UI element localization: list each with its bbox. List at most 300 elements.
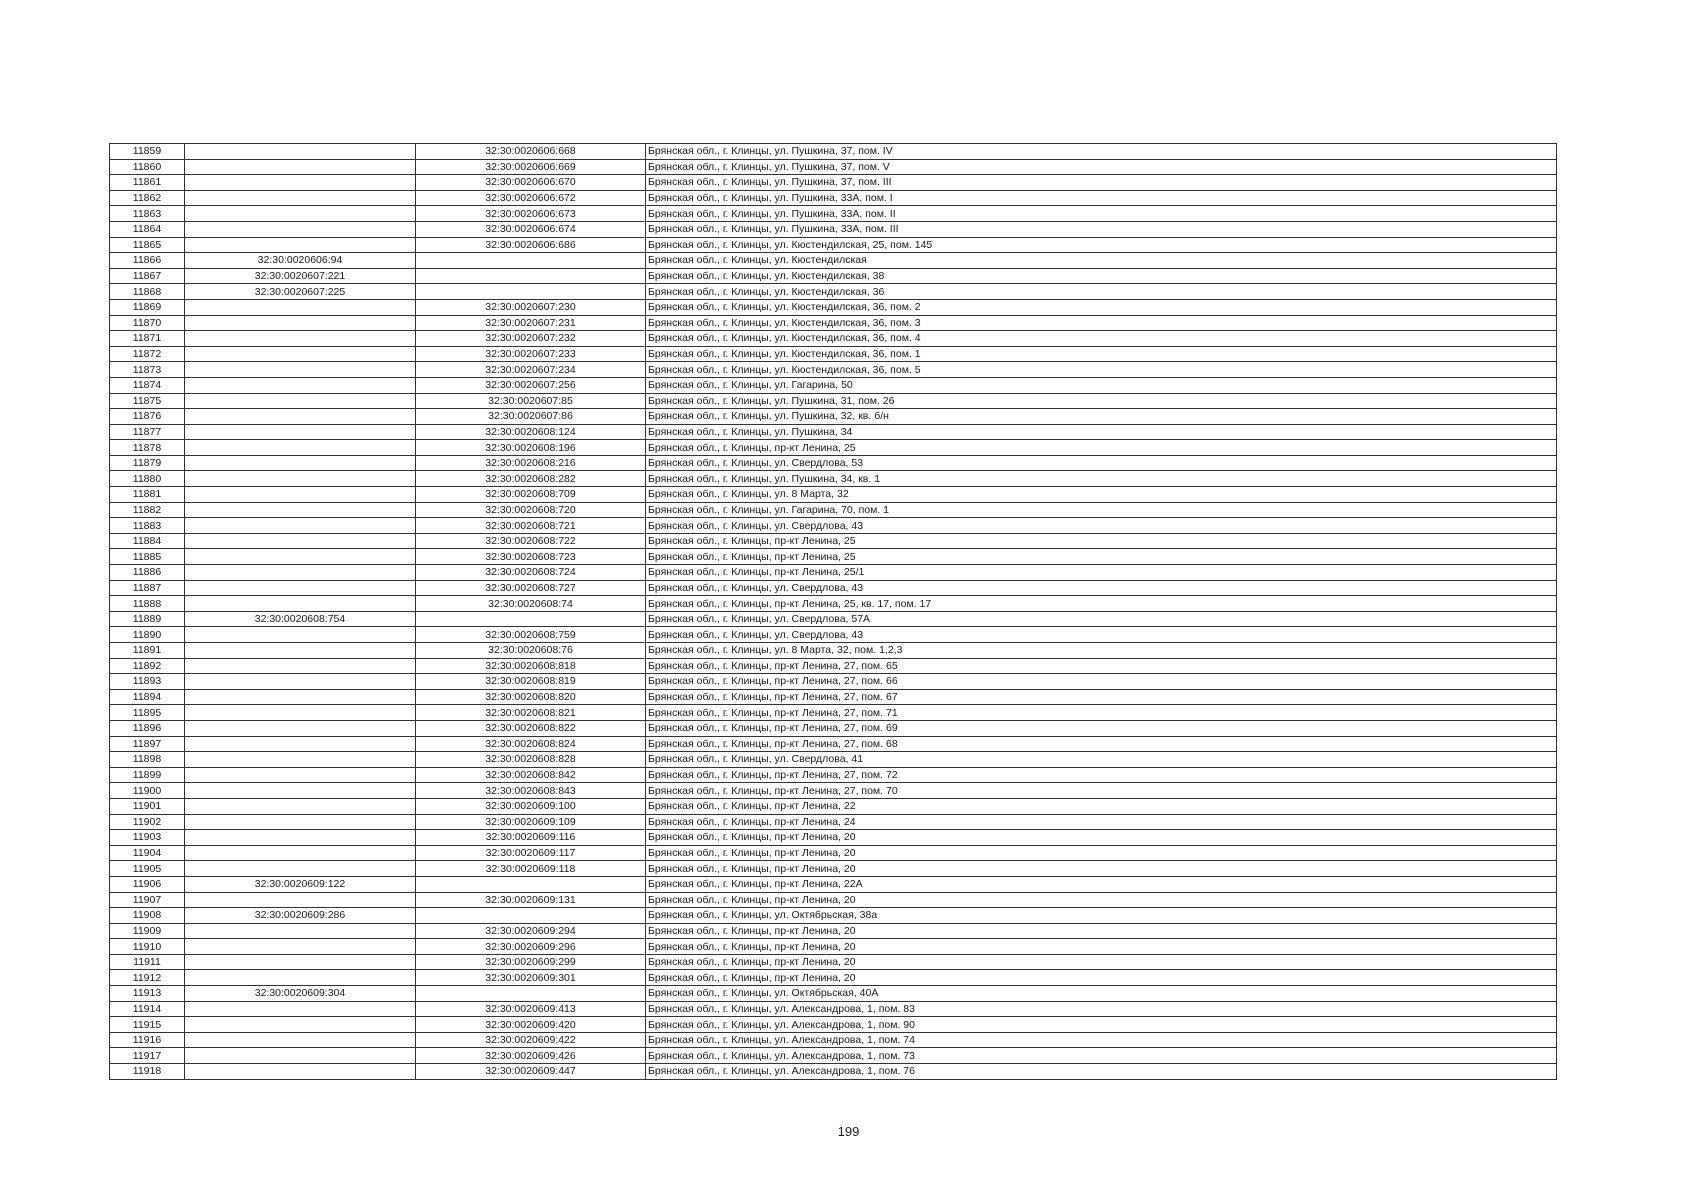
land-cadastral-number-cell [185, 471, 416, 487]
row-number-cell: 11870 [110, 315, 185, 331]
object-cadastral-number-cell [416, 908, 646, 924]
row-number-cell: 11883 [110, 518, 185, 534]
object-cadastral-number-cell: 32:30:0020606:669 [416, 159, 646, 175]
table-row [110, 643, 1557, 659]
land-cadastral-number-cell [185, 190, 416, 206]
address-cell: Брянская обл., г. Клинцы, ул. Пушкина, 34, кв. 1 [646, 471, 1557, 487]
table-row [110, 409, 1557, 425]
row-number-cell: 11864 [110, 221, 185, 237]
registry-table-body [110, 144, 1557, 1080]
row-number-cell: 11893 [110, 674, 185, 690]
address-cell: Брянская обл., г. Клинцы, ул. Кюстендилская, 36, пом. 4 [646, 331, 1557, 347]
address-cell: Брянская обл., г. Клинцы, ул. Кюстендилская, 36, пом. 5 [646, 362, 1557, 378]
table-row [110, 720, 1557, 736]
object-cadastral-number-cell: 32:30:0020608:720 [416, 502, 646, 518]
address-cell: Брянская обл., г. Клинцы, пр-кт Ленина, 25 [646, 549, 1557, 565]
object-cadastral-number-cell: 32:30:0020606:670 [416, 175, 646, 191]
address-cell: Брянская обл., г. Клинцы, ул. Пушкина, 37, пом. V [646, 159, 1557, 175]
table-row [110, 814, 1557, 830]
row-number-cell: 11874 [110, 377, 185, 393]
page-number: 199 [837, 1124, 860, 1139]
land-cadastral-number-cell [185, 518, 416, 534]
land-cadastral-number-cell: 32:30:0020607:225 [185, 284, 416, 300]
land-cadastral-number-cell [185, 315, 416, 331]
object-cadastral-number-cell: 32:30:0020607:233 [416, 346, 646, 362]
object-cadastral-number-cell: 32:30:0020608:842 [416, 767, 646, 783]
object-cadastral-number-cell: 32:30:0020608:828 [416, 752, 646, 768]
object-cadastral-number-cell: 32:30:0020609:117 [416, 845, 646, 861]
table-row [110, 767, 1557, 783]
land-cadastral-number-cell [185, 674, 416, 690]
row-number-cell: 11918 [110, 1064, 185, 1080]
address-cell: Брянская обл., г. Клинцы, ул. Александрова, 1, пом. 74 [646, 1032, 1557, 1048]
address-cell: Брянская обл., г. Клинцы, ул. Октябрьская, 40А [646, 986, 1557, 1002]
table-row [110, 658, 1557, 674]
table-row [110, 190, 1557, 206]
row-number-cell: 11861 [110, 175, 185, 191]
object-cadastral-number-cell: 32:30:0020608:709 [416, 487, 646, 503]
land-cadastral-number-cell [185, 752, 416, 768]
table-row [110, 954, 1557, 970]
address-cell: Брянская обл., г. Клинцы, пр-кт Ленина, 20 [646, 939, 1557, 955]
table-row [110, 1017, 1557, 1033]
object-cadastral-number-cell: 32:30:0020606:686 [416, 237, 646, 253]
land-cadastral-number-cell [185, 144, 416, 160]
table-row [110, 299, 1557, 315]
land-cadastral-number-cell [185, 362, 416, 378]
land-cadastral-number-cell: 32:30:0020607:221 [185, 268, 416, 284]
row-number-cell: 11896 [110, 720, 185, 736]
row-number-cell: 11880 [110, 471, 185, 487]
table-row [110, 424, 1557, 440]
address-cell: Брянская обл., г. Клинцы, ул. Кюстендилская, 36, пом. 3 [646, 315, 1557, 331]
table-row [110, 908, 1557, 924]
land-cadastral-number-cell [185, 565, 416, 581]
row-number-cell: 11902 [110, 814, 185, 830]
land-cadastral-number-cell [185, 1048, 416, 1064]
object-cadastral-number-cell: 32:30:0020607:230 [416, 299, 646, 315]
land-cadastral-number-cell [185, 861, 416, 877]
land-cadastral-number-cell [185, 720, 416, 736]
land-cadastral-number-cell [185, 1001, 416, 1017]
land-cadastral-number-cell [185, 798, 416, 814]
object-cadastral-number-cell: 32:30:0020608:818 [416, 658, 646, 674]
row-number-cell: 11881 [110, 487, 185, 503]
address-cell: Брянская обл., г. Клинцы, ул. Пушкина, 33А, пом. I [646, 190, 1557, 206]
address-cell: Брянская обл., г. Клинцы, пр-кт Ленина, 27, пом. 69 [646, 720, 1557, 736]
row-number-cell: 11894 [110, 689, 185, 705]
row-number-cell: 11884 [110, 533, 185, 549]
row-number-cell: 11914 [110, 1001, 185, 1017]
address-cell: Брянская обл., г. Клинцы, пр-кт Ленина, 20 [646, 830, 1557, 846]
row-number-cell: 11875 [110, 393, 185, 409]
row-number-cell: 11905 [110, 861, 185, 877]
address-cell: Брянская обл., г. Клинцы, ул. Кюстендилская, 36, пом. 1 [646, 346, 1557, 362]
object-cadastral-number-cell [416, 611, 646, 627]
table-row [110, 393, 1557, 409]
object-cadastral-number-cell: 32:30:0020608:196 [416, 440, 646, 456]
table-row [110, 362, 1557, 378]
table-row [110, 736, 1557, 752]
table-row [110, 159, 1557, 175]
land-cadastral-number-cell [185, 221, 416, 237]
land-cadastral-number-cell: 32:30:0020608:754 [185, 611, 416, 627]
object-cadastral-number-cell: 32:30:0020608:822 [416, 720, 646, 736]
object-cadastral-number-cell: 32:30:0020609:413 [416, 1001, 646, 1017]
table-row [110, 798, 1557, 814]
address-cell: Брянская обл., г. Клинцы, пр-кт Ленина, 20 [646, 954, 1557, 970]
object-cadastral-number-cell: 32:30:0020609:131 [416, 892, 646, 908]
object-cadastral-number-cell [416, 986, 646, 1002]
row-number-cell: 11904 [110, 845, 185, 861]
row-number-cell: 11915 [110, 1017, 185, 1033]
table-row [110, 549, 1557, 565]
address-cell: Брянская обл., г. Клинцы, пр-кт Ленина, 20 [646, 861, 1557, 877]
land-cadastral-number-cell [185, 814, 416, 830]
land-cadastral-number-cell [185, 643, 416, 659]
object-cadastral-number-cell: 32:30:0020607:231 [416, 315, 646, 331]
object-cadastral-number-cell: 32:30:0020608:843 [416, 783, 646, 799]
address-cell: Брянская обл., г. Клинцы, пр-кт Ленина, 27, пом. 72 [646, 767, 1557, 783]
object-cadastral-number-cell: 32:30:0020609:426 [416, 1048, 646, 1064]
address-cell: Брянская обл., г. Клинцы, пр-кт Ленина, 25 [646, 533, 1557, 549]
object-cadastral-number-cell: 32:30:0020609:296 [416, 939, 646, 955]
address-cell: Брянская обл., г. Клинцы, ул. Свердлова, 43 [646, 518, 1557, 534]
address-cell: Брянская обл., г. Клинцы, пр-кт Ленина, 24 [646, 814, 1557, 830]
address-cell: Брянская обл., г. Клинцы, пр-кт Ленина, 25/1 [646, 565, 1557, 581]
address-cell: Брянская обл., г. Клинцы, пр-кт Ленина, 27, пом. 66 [646, 674, 1557, 690]
address-cell: Брянская обл., г. Клинцы, ул. Пушкина, 33А, пом. II [646, 206, 1557, 222]
object-cadastral-number-cell: 32:30:0020607:234 [416, 362, 646, 378]
row-number-cell: 11895 [110, 705, 185, 721]
object-cadastral-number-cell: 32:30:0020608:821 [416, 705, 646, 721]
row-number-cell: 11887 [110, 580, 185, 596]
object-cadastral-number-cell: 32:30:0020608:74 [416, 596, 646, 612]
address-cell: Брянская обл., г. Клинцы, пр-кт Ленина, 22 [646, 798, 1557, 814]
land-cadastral-number-cell [185, 954, 416, 970]
land-cadastral-number-cell [185, 970, 416, 986]
land-cadastral-number-cell [185, 705, 416, 721]
object-cadastral-number-cell: 32:30:0020606:674 [416, 221, 646, 237]
address-cell: Брянская обл., г. Клинцы, пр-кт Ленина, 25 [646, 440, 1557, 456]
table-row [110, 830, 1557, 846]
address-cell: Брянская обл., г. Клинцы, ул. Кюстендилская, 36, пом. 2 [646, 299, 1557, 315]
land-cadastral-number-cell [185, 767, 416, 783]
land-cadastral-number-cell: 32:30:0020606:94 [185, 253, 416, 269]
row-number-cell: 11916 [110, 1032, 185, 1048]
land-cadastral-number-cell: 32:30:0020609:304 [185, 986, 416, 1002]
row-number-cell: 11860 [110, 159, 185, 175]
land-cadastral-number-cell [185, 409, 416, 425]
address-cell: Брянская обл., г. Клинцы, пр-кт Ленина, 22А [646, 876, 1557, 892]
table-row [110, 1048, 1557, 1064]
row-number-cell: 11866 [110, 253, 185, 269]
object-cadastral-number-cell: 32:30:0020608:722 [416, 533, 646, 549]
land-cadastral-number-cell [185, 1064, 416, 1080]
address-cell: Брянская обл., г. Клинцы, ул. Гагарина, 70, пом. 1 [646, 502, 1557, 518]
table-row [110, 970, 1557, 986]
address-cell: Брянская обл., г. Клинцы, пр-кт Ленина, 27, пом. 65 [646, 658, 1557, 674]
object-cadastral-number-cell: 32:30:0020607:86 [416, 409, 646, 425]
row-number-cell: 11879 [110, 455, 185, 471]
land-cadastral-number-cell [185, 596, 416, 612]
address-cell: Брянская обл., г. Клинцы, ул. Кюстендилская, 38 [646, 268, 1557, 284]
address-cell: Брянская обл., г. Клинцы, ул. Александрова, 1, пом. 73 [646, 1048, 1557, 1064]
object-cadastral-number-cell: 32:30:0020606:668 [416, 144, 646, 160]
table-row [110, 206, 1557, 222]
row-number-cell: 11872 [110, 346, 185, 362]
row-number-cell: 11911 [110, 954, 185, 970]
row-number-cell: 11912 [110, 970, 185, 986]
table-row [110, 518, 1557, 534]
object-cadastral-number-cell: 32:30:0020607:256 [416, 377, 646, 393]
object-cadastral-number-cell: 32:30:0020607:85 [416, 393, 646, 409]
row-number-cell: 11882 [110, 502, 185, 518]
object-cadastral-number-cell: 32:30:0020609:299 [416, 954, 646, 970]
table-row [110, 487, 1557, 503]
table-row [110, 674, 1557, 690]
row-number-cell: 11868 [110, 284, 185, 300]
table-row [110, 315, 1557, 331]
table-row [110, 580, 1557, 596]
land-cadastral-number-cell [185, 783, 416, 799]
address-cell: Брянская обл., г. Клинцы, пр-кт Ленина, 20 [646, 970, 1557, 986]
address-cell: Брянская обл., г. Клинцы, пр-кт Ленина, 27, пом. 67 [646, 689, 1557, 705]
object-cadastral-number-cell: 32:30:0020608:759 [416, 627, 646, 643]
address-cell: Брянская обл., г. Клинцы, ул. Свердлова, 57А [646, 611, 1557, 627]
row-number-cell: 11865 [110, 237, 185, 253]
land-cadastral-number-cell [185, 627, 416, 643]
address-cell: Брянская обл., г. Клинцы, ул. Свердлова, 43 [646, 627, 1557, 643]
row-number-cell: 11906 [110, 876, 185, 892]
table-row [110, 440, 1557, 456]
object-cadastral-number-cell: 32:30:0020609:301 [416, 970, 646, 986]
land-cadastral-number-cell [185, 892, 416, 908]
row-number-cell: 11889 [110, 611, 185, 627]
address-cell: Брянская обл., г. Клинцы, ул. Александрова, 1, пом. 90 [646, 1017, 1557, 1033]
object-cadastral-number-cell: 32:30:0020609:294 [416, 923, 646, 939]
object-cadastral-number-cell: 32:30:0020608:124 [416, 424, 646, 440]
table-row [110, 268, 1557, 284]
table-row [110, 627, 1557, 643]
table-row [110, 986, 1557, 1002]
table-row [110, 939, 1557, 955]
object-cadastral-number-cell: 32:30:0020608:216 [416, 455, 646, 471]
row-number-cell: 11903 [110, 830, 185, 846]
object-cadastral-number-cell: 32:30:0020609:100 [416, 798, 646, 814]
table-row [110, 221, 1557, 237]
table-row [110, 253, 1557, 269]
row-number-cell: 11890 [110, 627, 185, 643]
row-number-cell: 11908 [110, 908, 185, 924]
row-number-cell: 11876 [110, 409, 185, 425]
object-cadastral-number-cell: 32:30:0020609:420 [416, 1017, 646, 1033]
land-cadastral-number-cell [185, 424, 416, 440]
table-row [110, 923, 1557, 939]
land-cadastral-number-cell [185, 206, 416, 222]
row-number-cell: 11863 [110, 206, 185, 222]
address-cell: Брянская обл., г. Клинцы, ул. 8 Марта, 32, пом. 1,2,3 [646, 643, 1557, 659]
table-row [110, 237, 1557, 253]
row-number-cell: 11869 [110, 299, 185, 315]
table-row [110, 284, 1557, 300]
land-cadastral-number-cell: 32:30:0020609:286 [185, 908, 416, 924]
row-number-cell: 11892 [110, 658, 185, 674]
object-cadastral-number-cell: 32:30:0020608:819 [416, 674, 646, 690]
land-cadastral-number-cell [185, 580, 416, 596]
table-row [110, 876, 1557, 892]
row-number-cell: 11907 [110, 892, 185, 908]
row-number-cell: 11898 [110, 752, 185, 768]
object-cadastral-number-cell [416, 253, 646, 269]
object-cadastral-number-cell: 32:30:0020609:116 [416, 830, 646, 846]
land-cadastral-number-cell [185, 346, 416, 362]
row-number-cell: 11878 [110, 440, 185, 456]
object-cadastral-number-cell: 32:30:0020609:422 [416, 1032, 646, 1048]
land-cadastral-number-cell [185, 549, 416, 565]
table-row [110, 565, 1557, 581]
address-cell: Брянская обл., г. Клинцы, ул. Пушкина, 37, пом. III [646, 175, 1557, 191]
row-number-cell: 11859 [110, 144, 185, 160]
land-cadastral-number-cell [185, 455, 416, 471]
object-cadastral-number-cell: 32:30:0020606:672 [416, 190, 646, 206]
address-cell: Брянская обл., г. Клинцы, ул. Пушкина, 37, пом. IV [646, 144, 1557, 160]
address-cell: Брянская обл., г. Клинцы, пр-кт Ленина, 27, пом. 68 [646, 736, 1557, 752]
table-row [110, 144, 1557, 160]
land-cadastral-number-cell [185, 1017, 416, 1033]
land-cadastral-number-cell [185, 502, 416, 518]
address-cell: Брянская обл., г. Клинцы, ул. Пушкина, 34 [646, 424, 1557, 440]
land-cadastral-number-cell [185, 299, 416, 315]
row-number-cell: 11900 [110, 783, 185, 799]
table-row [110, 346, 1557, 362]
row-number-cell: 11871 [110, 331, 185, 347]
table-row [110, 533, 1557, 549]
address-cell: Брянская обл., г. Клинцы, ул. Октябрьская, 38а [646, 908, 1557, 924]
table-row [110, 1032, 1557, 1048]
address-cell: Брянская обл., г. Клинцы, ул. Свердлова, 41 [646, 752, 1557, 768]
table-row [110, 1001, 1557, 1017]
object-cadastral-number-cell: 32:30:0020608:724 [416, 565, 646, 581]
row-number-cell: 11867 [110, 268, 185, 284]
address-cell: Брянская обл., г. Клинцы, ул. Пушкина, 31, пом. 26 [646, 393, 1557, 409]
row-number-cell: 11873 [110, 362, 185, 378]
object-cadastral-number-cell: 32:30:0020607:232 [416, 331, 646, 347]
object-cadastral-number-cell [416, 284, 646, 300]
table-row [110, 752, 1557, 768]
object-cadastral-number-cell: 32:30:0020608:76 [416, 643, 646, 659]
address-cell: Брянская обл., г. Клинцы, ул. Пушкина, 32, кв. б/н [646, 409, 1557, 425]
land-cadastral-number-cell [185, 487, 416, 503]
table-row [110, 175, 1557, 191]
row-number-cell: 11888 [110, 596, 185, 612]
address-cell: Брянская обл., г. Клинцы, ул. 8 Марта, 32 [646, 487, 1557, 503]
table-row [110, 502, 1557, 518]
row-number-cell: 11913 [110, 986, 185, 1002]
address-cell: Брянская обл., г. Клинцы, ул. Свердлова, 43 [646, 580, 1557, 596]
object-cadastral-number-cell: 32:30:0020609:118 [416, 861, 646, 877]
object-cadastral-number-cell: 32:30:0020608:723 [416, 549, 646, 565]
row-number-cell: 11917 [110, 1048, 185, 1064]
address-cell: Брянская обл., г. Клинцы, ул. Кюстендилская [646, 253, 1557, 269]
table-row [110, 611, 1557, 627]
table-row [110, 331, 1557, 347]
row-number-cell: 11877 [110, 424, 185, 440]
object-cadastral-number-cell [416, 876, 646, 892]
object-cadastral-number-cell [416, 268, 646, 284]
land-cadastral-number-cell [185, 331, 416, 347]
land-cadastral-number-cell [185, 237, 416, 253]
row-number-cell: 11910 [110, 939, 185, 955]
address-cell: Брянская обл., г. Клинцы, ул. Александрова, 1, пом. 83 [646, 1001, 1557, 1017]
object-cadastral-number-cell: 32:30:0020608:721 [416, 518, 646, 534]
land-cadastral-number-cell: 32:30:0020609:122 [185, 876, 416, 892]
land-cadastral-number-cell [185, 377, 416, 393]
address-cell: Брянская обл., г. Клинцы, ул. Кюстендилская, 25, пом. 145 [646, 237, 1557, 253]
row-number-cell: 11909 [110, 923, 185, 939]
land-cadastral-number-cell [185, 923, 416, 939]
object-cadastral-number-cell: 32:30:0020606:673 [416, 206, 646, 222]
table-row [110, 1064, 1557, 1080]
address-cell: Брянская обл., г. Клинцы, пр-кт Ленина, 20 [646, 892, 1557, 908]
table-row [110, 377, 1557, 393]
table-row [110, 705, 1557, 721]
table-row [110, 455, 1557, 471]
object-cadastral-number-cell: 32:30:0020608:824 [416, 736, 646, 752]
address-cell: Брянская обл., г. Клинцы, пр-кт Ленина, 27, пом. 71 [646, 705, 1557, 721]
address-cell: Брянская обл., г. Клинцы, ул. Кюстендилская, 36 [646, 284, 1557, 300]
address-cell: Брянская обл., г. Клинцы, ул. Свердлова, 53 [646, 455, 1557, 471]
object-cadastral-number-cell: 32:30:0020608:282 [416, 471, 646, 487]
address-cell: Брянская обл., г. Клинцы, ул. Гагарина, 50 [646, 377, 1557, 393]
land-cadastral-number-cell [185, 736, 416, 752]
land-cadastral-number-cell [185, 830, 416, 846]
land-cadastral-number-cell [185, 393, 416, 409]
table-row [110, 596, 1557, 612]
land-cadastral-number-cell [185, 533, 416, 549]
row-number-cell: 11897 [110, 736, 185, 752]
row-number-cell: 11886 [110, 565, 185, 581]
row-number-cell: 11862 [110, 190, 185, 206]
table-row [110, 689, 1557, 705]
row-number-cell: 11899 [110, 767, 185, 783]
object-cadastral-number-cell: 32:30:0020609:447 [416, 1064, 646, 1080]
table-row [110, 861, 1557, 877]
row-number-cell: 11901 [110, 798, 185, 814]
table-row [110, 471, 1557, 487]
address-cell: Брянская обл., г. Клинцы, пр-кт Ленина, 20 [646, 845, 1557, 861]
land-cadastral-number-cell [185, 939, 416, 955]
land-cadastral-number-cell [185, 175, 416, 191]
table-row [110, 845, 1557, 861]
object-cadastral-number-cell: 32:30:0020608:727 [416, 580, 646, 596]
address-cell: Брянская обл., г. Клинцы, пр-кт Ленина, 20 [646, 923, 1557, 939]
address-cell: Брянская обл., г. Клинцы, пр-кт Ленина, 25, кв. 17, пом. 17 [646, 596, 1557, 612]
object-cadastral-number-cell: 32:30:0020609:109 [416, 814, 646, 830]
land-cadastral-number-cell [185, 440, 416, 456]
table-row [110, 783, 1557, 799]
address-cell: Брянская обл., г. Клинцы, пр-кт Ленина, 27, пом. 70 [646, 783, 1557, 799]
row-number-cell: 11885 [110, 549, 185, 565]
land-cadastral-number-cell [185, 658, 416, 674]
address-cell: Брянская обл., г. Клинцы, ул. Александрова, 1, пом. 76 [646, 1064, 1557, 1080]
object-cadastral-number-cell: 32:30:0020608:820 [416, 689, 646, 705]
table-row [110, 892, 1557, 908]
row-number-cell: 11891 [110, 643, 185, 659]
land-cadastral-number-cell [185, 689, 416, 705]
land-cadastral-number-cell [185, 1032, 416, 1048]
address-cell: Брянская обл., г. Клинцы, ул. Пушкина, 33А, пом. III [646, 221, 1557, 237]
